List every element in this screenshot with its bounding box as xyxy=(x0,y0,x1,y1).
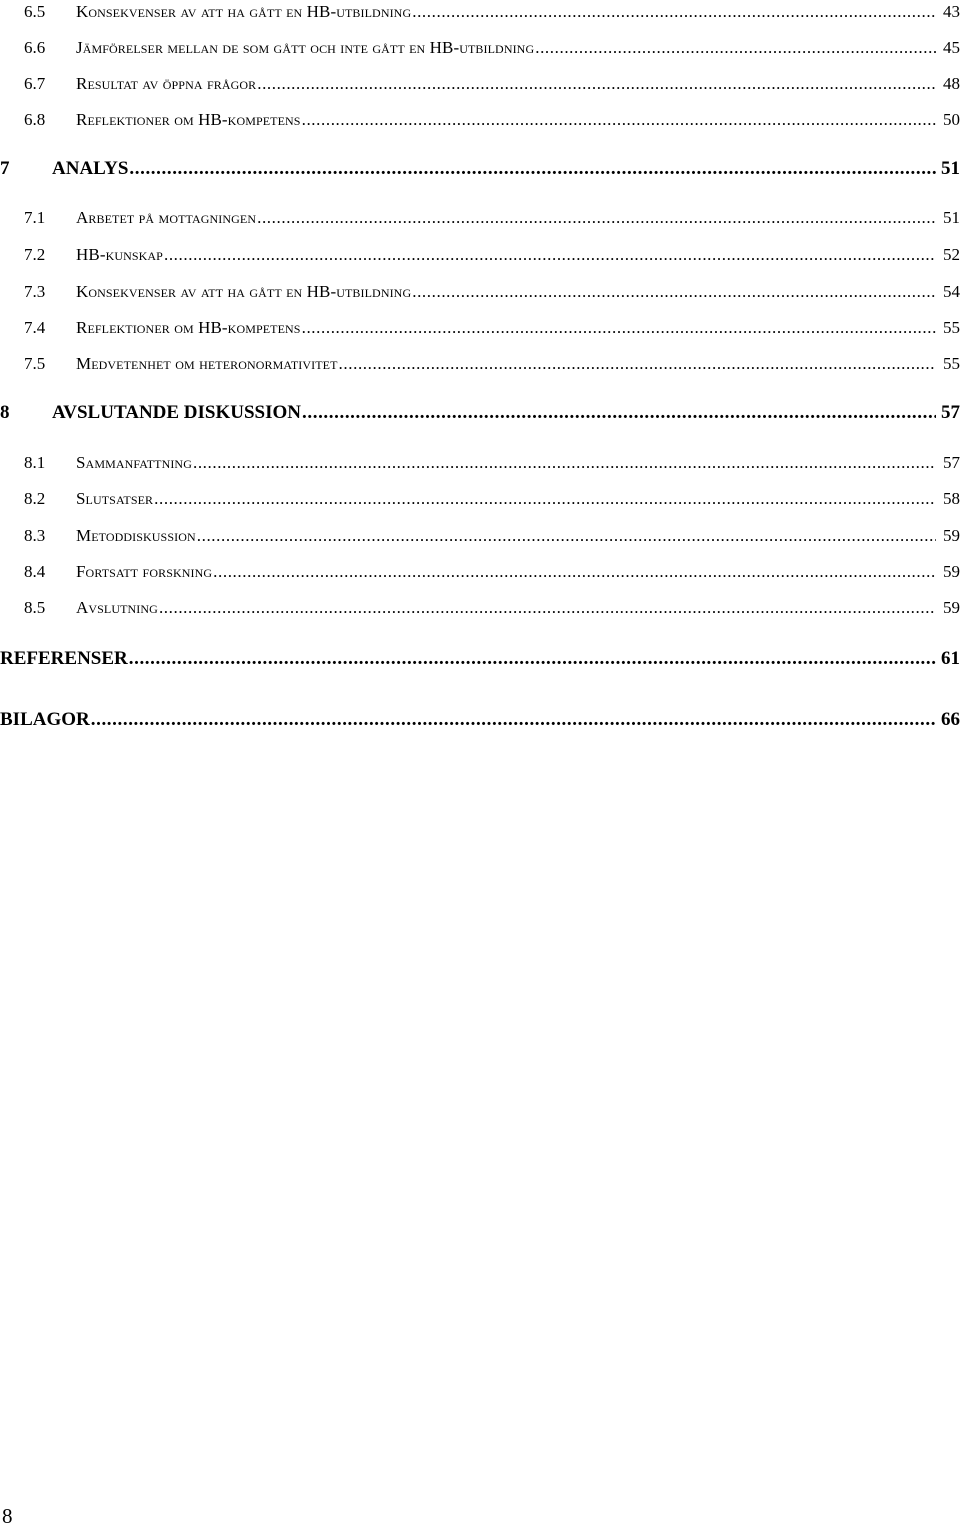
toc-entry[interactable] xyxy=(0,245,960,269)
toc-entry[interactable] xyxy=(0,2,960,26)
toc-number: 8.3 xyxy=(24,526,46,545)
toc-title: HB-kunskap xyxy=(76,245,163,264)
toc-number: 7.2 xyxy=(24,245,46,264)
toc-page-number: 59 xyxy=(943,562,960,581)
toc-leader-dots xyxy=(154,489,936,509)
toc-page-number: 58 xyxy=(943,489,960,508)
toc-number: 8.5 xyxy=(24,598,46,617)
toc-entry[interactable] xyxy=(0,282,960,306)
toc-page-number: 66 xyxy=(941,709,960,730)
toc-title: AVSLUTANDE DISKUSSION xyxy=(52,402,302,423)
toc-number: 8.4 xyxy=(24,562,46,581)
toc-title: Avslutning xyxy=(76,598,158,617)
toc-leader-dots xyxy=(129,158,936,180)
toc-page-number: 54 xyxy=(943,282,960,301)
toc-title: Slutsatser xyxy=(76,489,154,508)
toc-page-number: 55 xyxy=(943,318,960,337)
toc-entry[interactable] xyxy=(0,354,960,378)
toc-leader-dots xyxy=(302,318,936,338)
toc-entry[interactable] xyxy=(0,562,960,586)
toc-entry[interactable] xyxy=(0,526,960,550)
toc-chapter-entry[interactable] xyxy=(0,402,960,426)
toc-leader-dots xyxy=(193,453,936,473)
toc-number: 6.7 xyxy=(24,74,46,93)
toc-title: Metoddiskussion xyxy=(76,526,196,545)
toc-chapter-entry[interactable] xyxy=(0,158,960,182)
toc-page-number: 57 xyxy=(943,453,960,472)
toc-number: 8 xyxy=(0,402,10,423)
toc-entry[interactable] xyxy=(0,38,960,62)
toc-page-number: 45 xyxy=(943,38,960,57)
toc-page-number: 59 xyxy=(943,526,960,545)
toc-number: 7 xyxy=(0,158,10,179)
toc-chapter-entry[interactable] xyxy=(0,648,960,672)
toc-entry[interactable] xyxy=(0,318,960,342)
toc-number: 7.1 xyxy=(24,208,46,227)
toc-chapter-entry[interactable] xyxy=(0,709,960,733)
toc-page-number: 52 xyxy=(943,245,960,264)
toc-leader-dots xyxy=(535,38,936,58)
toc-leader-dots xyxy=(213,562,936,582)
toc-page-number: 50 xyxy=(943,110,960,129)
toc-entry[interactable] xyxy=(0,598,960,622)
toc-title: BILAGOR xyxy=(0,709,90,730)
toc-number: 6.5 xyxy=(24,2,46,21)
toc-number: 7.3 xyxy=(24,282,46,301)
toc-title: Reflektioner om HB-kompetens xyxy=(76,110,301,129)
toc-leader-dots xyxy=(164,245,936,265)
page-number: 8 xyxy=(2,1504,13,1528)
toc-number: 6.8 xyxy=(24,110,46,129)
toc-entry[interactable] xyxy=(0,453,960,477)
toc-leader-dots xyxy=(129,648,936,670)
toc-number: 7.5 xyxy=(24,354,46,373)
toc-page-number: 51 xyxy=(943,208,960,227)
toc-title: Arbetet på mottagningen xyxy=(76,208,257,227)
toc-title: Sammanfattning xyxy=(76,453,192,472)
toc-leader-dots xyxy=(159,598,936,618)
toc-leader-dots xyxy=(412,282,936,302)
toc-title: Medvetenhet om heteronormativitet xyxy=(76,354,338,373)
toc-leader-dots xyxy=(197,526,936,546)
toc-number: 8.2 xyxy=(24,489,46,508)
toc-entry[interactable] xyxy=(0,208,960,232)
toc-title: REFERENSER xyxy=(0,648,128,669)
toc-title: Konsekvenser av att ha gått en HB-utbildning xyxy=(76,282,412,301)
toc-page-number: 57 xyxy=(941,402,960,423)
toc-number: 6.6 xyxy=(24,38,46,57)
toc-title: Jämförelser mellan de som gått och inte gått en HB-utbildning xyxy=(76,38,535,57)
toc-title: Fortsatt forskning xyxy=(76,562,213,581)
toc-title: Resultat av öppna frågor xyxy=(76,74,257,93)
toc-title: ANALYS xyxy=(52,158,129,179)
toc-title: Reflektioner om HB-kompetens xyxy=(76,318,301,337)
toc-leader-dots xyxy=(257,74,936,94)
toc-page-number: 61 xyxy=(941,648,960,669)
toc-leader-dots xyxy=(257,208,936,228)
toc-leader-dots xyxy=(302,110,936,130)
toc-entry[interactable] xyxy=(0,110,960,134)
toc-page-number: 55 xyxy=(943,354,960,373)
toc-page-number: 51 xyxy=(941,158,960,179)
toc-page-number: 59 xyxy=(943,598,960,617)
toc-page-number: 43 xyxy=(943,2,960,21)
toc-title: Konsekvenser av att ha gått en HB-utbildning xyxy=(76,2,412,21)
toc-entry[interactable] xyxy=(0,489,960,513)
toc-leader-dots xyxy=(91,709,936,731)
toc-leader-dots xyxy=(339,354,936,374)
toc-number: 8.1 xyxy=(24,453,46,472)
toc-leader-dots xyxy=(412,2,936,22)
toc-leader-dots xyxy=(302,402,936,424)
toc-page-number: 48 xyxy=(943,74,960,93)
toc-number: 7.4 xyxy=(24,318,46,337)
toc-entry[interactable] xyxy=(0,74,960,98)
